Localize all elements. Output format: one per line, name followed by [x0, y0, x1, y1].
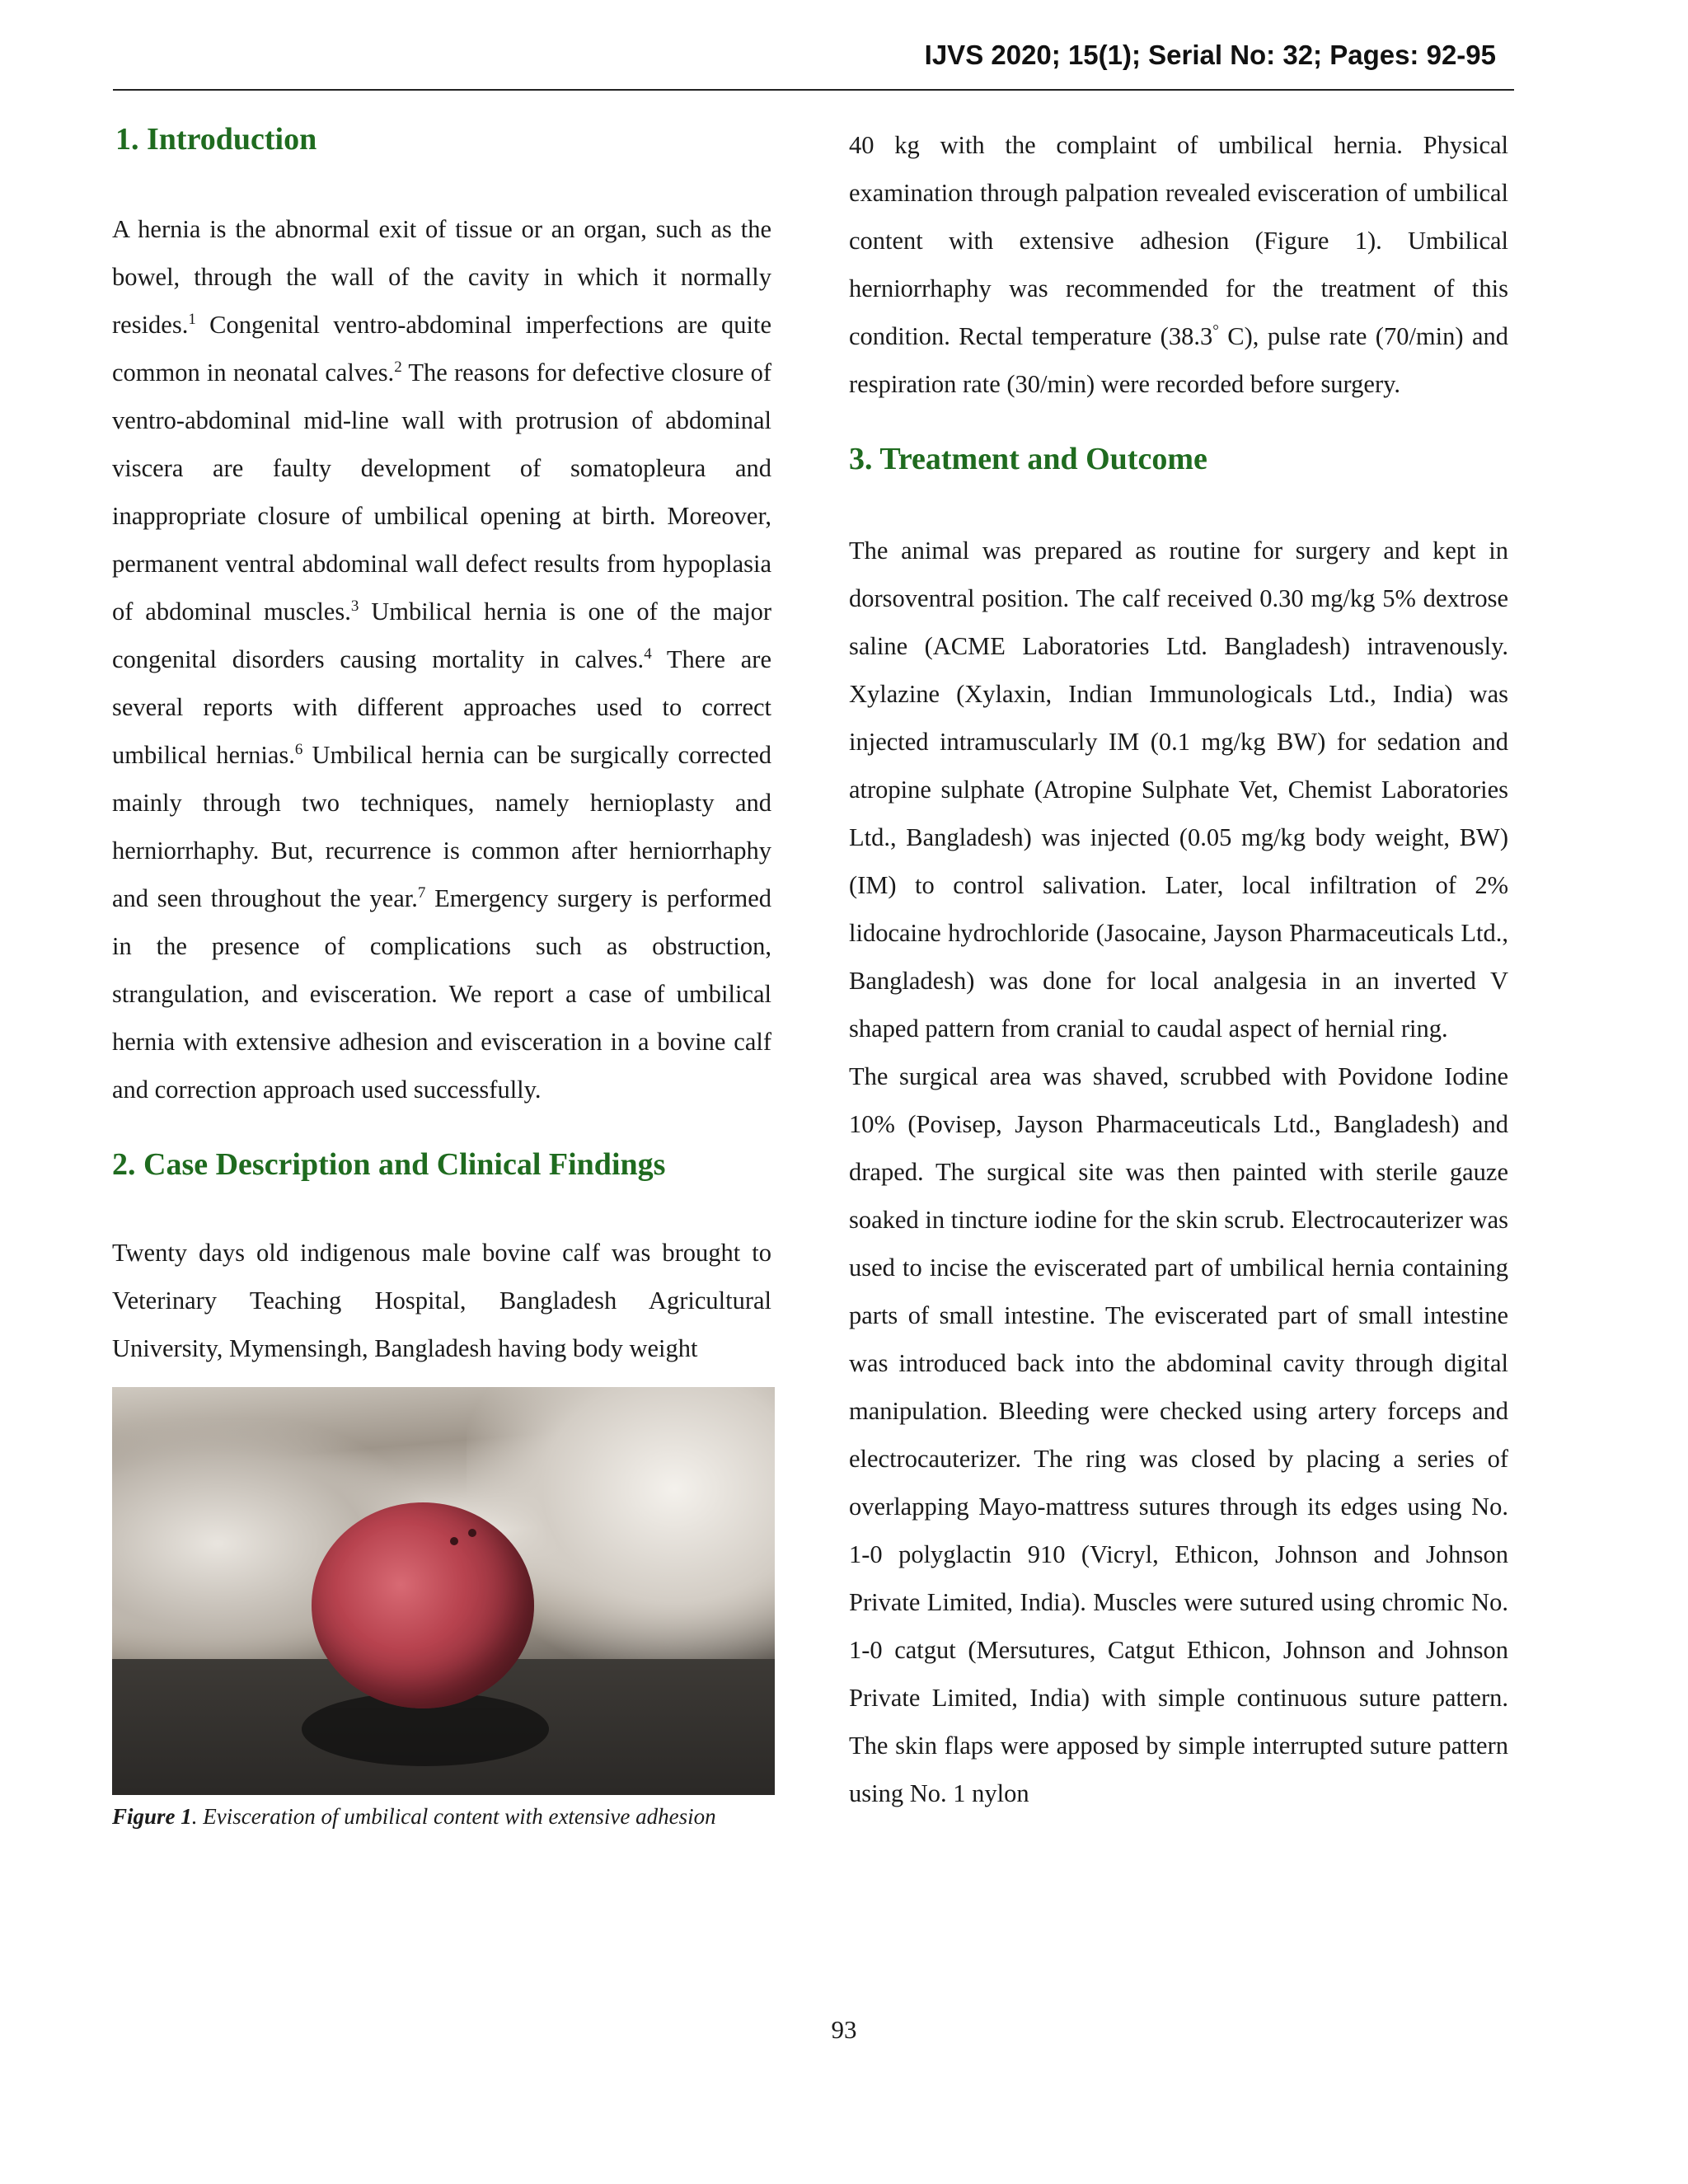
introduction-paragraph — [112, 205, 771, 1113]
intro-text: There are several reports with different approaches used to correct umbilical hernias. — [112, 645, 771, 769]
caption-text: . Evisceration of umbilical content with extensive adhesion — [191, 1804, 716, 1829]
case-description-heading: 2. Case Description and Clinical Findings — [112, 1147, 666, 1182]
intro-text: The reasons for defective closure of ventro-abdominal mid-line wall with protrusion of abdominal viscera are faulty development of somatopleura and inappropriate closure of umbilical opening at birth. Moreover, permanent ventral abdominal wall defect results from hypoplasia of abdominal muscles. — [112, 359, 771, 626]
right-column — [849, 121, 1508, 1817]
header-rule — [113, 89, 1514, 91]
case-description-paragraph: Twenty days old indigenous male bovine calf was brought to Veterinary Teaching Hospital, Bangladesh Agricultural University, Mymensingh, Bangladesh having body weight — [112, 1239, 771, 1362]
citation-ref: 7 — [417, 883, 426, 902]
citation-ref: 1 — [188, 310, 196, 328]
figure-1-caption — [112, 1803, 771, 1830]
case-continued-paragraph: 40 kg with the complaint of umbilical hernia. Physical examination through palpation revealed evisceration of umbilical content with extensive adhesion (Figure 1). Umbilical herniorrhaphy was recommended for the treatment of this condition. Rectal temperature (38.3° C), pulse rate (70/min) and respiration rate (30/min) were recorded before surgery. — [849, 131, 1508, 398]
citation-ref: 6 — [294, 740, 303, 758]
figure-1-photo — [112, 1387, 775, 1795]
citation-ref: 3 — [350, 597, 359, 615]
intro-text: Umbilical hernia is one of the major congenital disorders causing mortality in calves. — [112, 598, 771, 673]
intro-text: A hernia is the abnormal exit of tissue or an organ, such as the bowel, through the wall of the cavity in which it normally resides. — [112, 215, 771, 339]
running-header: IJVS 2020; 15(1); Serial No: 32; Pages: 92-95 — [924, 40, 1496, 70]
introduction-heading: 1. Introduction — [115, 122, 317, 157]
citation-ref: 2 — [394, 358, 402, 376]
page-number: 93 — [831, 2015, 857, 2044]
degree-mark: ° — [1212, 321, 1219, 340]
intro-text: Congenital ventro-abdominal imperfections are quite common in neonatal calves. — [112, 311, 771, 387]
treatment-heading: 3. Treatment and Outcome — [849, 442, 1207, 476]
treatment-paragraph-1: The animal was prepared as routine for surgery and kept in dorsoventral position. The calf received 0.30 mg/kg 5% dextrose saline (ACME Laboratories Ltd. Bangladesh) intravenously. Xylazine (Xylaxin, Indian Immunologicals Ltd., India) was injected intramuscularly IM (0.1 mg/kg BW) for sedation and atropine sulphate (Atropine Sulphate Vet, Chemist Laboratories Ltd., Bangladesh) was injected (0.05 mg/kg body weight, BW) (IM) to control salivation. Later, local infiltration of 2% lidocaine hydrochloride (Jasocaine, Jayson Pharmaceuticals Ltd., Bangladesh) was done for local analgesia in an inverted V shaped pattern from cranial to caudal aspect of hernial ring. — [849, 537, 1508, 1043]
caption-label: Figure 1 — [112, 1804, 192, 1829]
treatment-paragraph-2: The surgical area was shaved, scrubbed with Povidone Iodine 10% (Povisep, Jayson Pharmaceuticals Ltd., Bangladesh) and draped. The surgical site was then painted with sterile gauze soaked in tincture iodine for the skin scrub. Electrocauterizer was used to incise the eviscerated part of umbilical hernia containing parts of small intestine. The eviscerated part of small intestine was introduced back into the abdominal cavity through digital manipulation. Bleeding were checked using artery forceps and electrocauterizer. The ring was closed by placing a series of overlapping Mayo-mattress sutures through its edges using No. 1-0 polyglactin 910 (Vicryl, Ethicon, Johnson and Johnson Private Limited, India). Muscles were sutured using chromic No. 1-0 catgut (Mersutures, Catgut Ethicon, Johnson and Johnson Private Limited, India) with simple continuous suture pattern. The skin flaps were apposed by simple interrupted suture pattern using No. 1 nylon — [849, 1062, 1508, 1807]
citation-ref: 4 — [644, 644, 652, 663]
left-column — [112, 121, 771, 1830]
hernia-mass — [312, 1502, 534, 1708]
intro-text: Emergency surgery is performed in the presence of complications such as obstruction, strangulation, and evisceration. We report a case of umbilical hernia with extensive adhesion and evisceration in a bovine calf and correction approach used successfully. — [112, 884, 771, 1104]
intro-text: Umbilical hernia can be surgically corrected mainly through two techniques, namely hernioplasty and herniorrhaphy. But, recurrence is common after herniorrhaphy and seen throughout the year. — [112, 741, 771, 912]
